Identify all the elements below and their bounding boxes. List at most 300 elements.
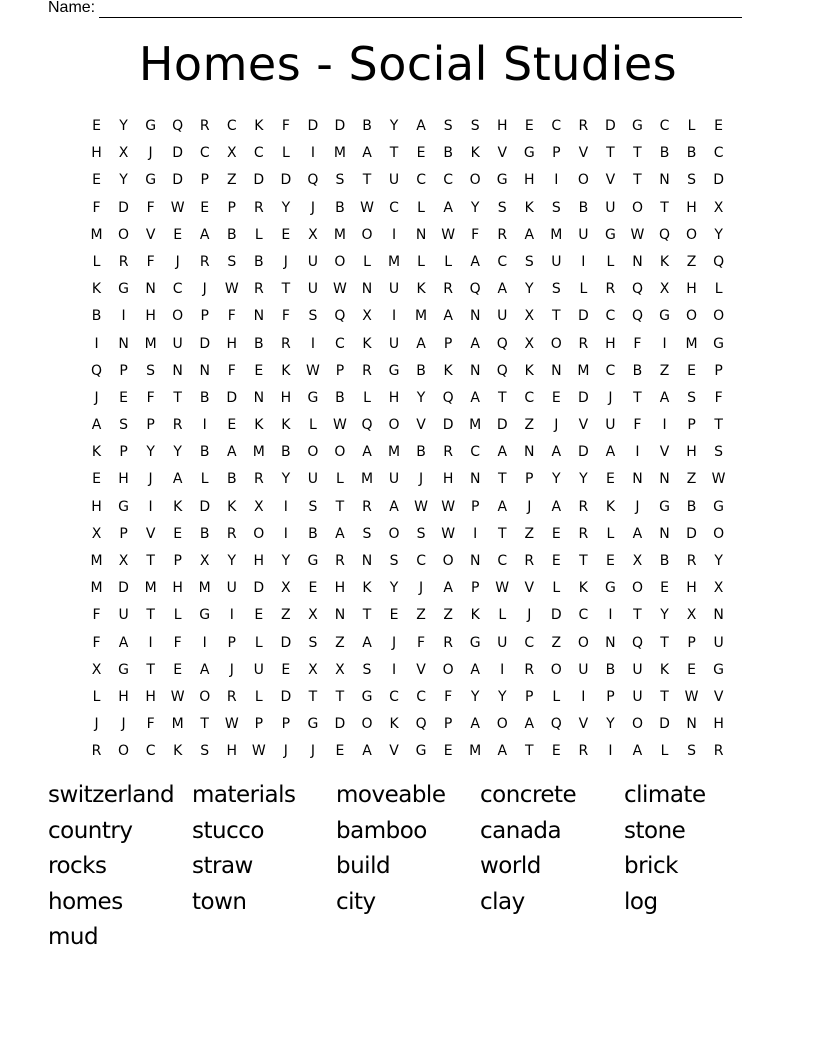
grid-letter[interactable]: G (713, 661, 725, 678)
grid-letter[interactable]: R (172, 417, 183, 434)
grid-letter[interactable]: R (199, 118, 210, 134)
grid-letter[interactable]: O (631, 716, 643, 733)
grid-letter[interactable]: H (605, 335, 616, 352)
grid-letter[interactable]: C (443, 172, 454, 189)
grid-letter[interactable]: Y (146, 444, 155, 461)
grid-letter[interactable]: I (581, 688, 586, 705)
grid-letter[interactable]: O (550, 335, 562, 352)
grid-letter[interactable]: J (419, 471, 424, 488)
grid-letter[interactable]: A (551, 498, 562, 515)
grid-letter[interactable]: H (686, 580, 697, 597)
grid-letter[interactable]: O (361, 716, 373, 733)
grid-letter[interactable]: C (226, 118, 237, 134)
grid-letter[interactable]: O (469, 172, 481, 189)
grid-letter[interactable]: P (525, 688, 534, 705)
grid-letter[interactable]: L (363, 253, 371, 270)
grid-letter[interactable]: U (713, 634, 724, 651)
grid-letter[interactable]: M (252, 444, 265, 461)
grid-letter[interactable]: U (632, 688, 643, 705)
grid-letter[interactable]: N (118, 335, 129, 352)
grid-letter[interactable]: H (388, 389, 400, 406)
grid-letter[interactable]: D (713, 172, 724, 189)
grid-letter[interactable]: W (441, 525, 456, 542)
grid-letter[interactable]: H (145, 308, 156, 325)
grid-letter[interactable]: J (527, 498, 532, 515)
grid-letter[interactable]: I (662, 417, 667, 434)
grid-letter[interactable]: N (659, 471, 670, 488)
grid-letter[interactable]: Y (416, 389, 426, 406)
grid-letter[interactable]: Y (714, 553, 723, 569)
grid-letter[interactable]: A (443, 580, 453, 597)
grid-letter[interactable]: F (92, 634, 101, 651)
grid-letter[interactable]: Y (497, 688, 507, 705)
grid-letter[interactable]: Q (334, 308, 346, 325)
grid-letter[interactable]: F (417, 634, 426, 651)
grid-letter[interactable]: D (442, 417, 454, 434)
grid-letter[interactable]: R (578, 335, 589, 352)
grid-letter[interactable]: L (444, 253, 453, 270)
grid-letter[interactable]: O (686, 308, 698, 325)
grid-letter[interactable]: A (524, 716, 535, 733)
grid-letter[interactable]: S (443, 118, 453, 134)
grid-letter[interactable]: F (146, 389, 155, 406)
grid-letter[interactable]: Q (496, 362, 508, 379)
grid-letter[interactable]: J (391, 634, 397, 651)
grid-letter[interactable]: K (443, 362, 453, 379)
grid-letter[interactable]: P (470, 580, 480, 597)
grid-letter[interactable]: Z (524, 525, 535, 542)
grid-letter[interactable]: I (283, 525, 288, 542)
grid-letter[interactable]: H (91, 145, 102, 162)
grid-letter[interactable]: K (254, 118, 264, 134)
grid-letter[interactable]: D (118, 580, 129, 597)
grid-letter[interactable]: A (497, 498, 508, 515)
grid-letter[interactable]: R (91, 743, 102, 760)
grid-letter[interactable]: P (200, 172, 209, 189)
grid-letter[interactable]: T (146, 661, 155, 678)
grid-letter[interactable]: F (281, 118, 290, 134)
grid-letter[interactable]: P (281, 716, 291, 733)
grid-letter[interactable]: H (118, 688, 129, 705)
grid-letter[interactable]: G (713, 335, 725, 352)
grid-letter[interactable]: R (253, 199, 264, 216)
grid-letter[interactable]: U (388, 281, 400, 298)
grid-letter[interactable]: S (389, 553, 399, 569)
grid-letter[interactable]: N (469, 471, 481, 488)
grid-letter[interactable]: D (280, 172, 292, 189)
grid-letter[interactable]: A (443, 308, 453, 325)
grid-letter[interactable]: D (226, 389, 238, 406)
grid-letter[interactable]: Y (281, 471, 291, 488)
grid-letter[interactable]: O (713, 308, 725, 325)
grid-letter[interactable]: X (713, 580, 724, 597)
grid-letter[interactable]: J (148, 471, 153, 488)
grid-letter[interactable]: H (172, 580, 183, 597)
grid-letter[interactable]: X (91, 525, 102, 542)
grid-letter[interactable]: F (173, 634, 182, 651)
grid-letter[interactable]: X (308, 607, 318, 624)
grid-letter[interactable]: X (335, 661, 345, 678)
grid-letter[interactable]: N (361, 281, 373, 298)
grid-letter[interactable]: E (551, 525, 561, 542)
grid-letter[interactable]: O (253, 525, 265, 542)
grid-letter[interactable]: T (335, 688, 345, 705)
grid-letter[interactable]: L (579, 281, 588, 298)
grid-letter[interactable]: N (334, 607, 346, 624)
grid-letter[interactable]: A (470, 253, 480, 270)
grid-letter[interactable]: M (90, 580, 103, 597)
grid-letter[interactable]: A (470, 389, 480, 406)
grid-letter[interactable]: G (118, 498, 129, 515)
grid-letter[interactable]: E (551, 389, 561, 406)
grid-letter[interactable]: A (443, 199, 453, 216)
grid-letter[interactable]: C (172, 281, 183, 298)
grid-letter[interactable]: N (469, 553, 481, 569)
grid-letter[interactable]: M (387, 444, 401, 461)
grid-letter[interactable]: G (361, 688, 373, 705)
grid-letter[interactable]: G (632, 118, 643, 134)
grid-letter[interactable]: A (497, 743, 508, 760)
grid-letter[interactable]: K (173, 743, 183, 760)
grid-letter[interactable]: T (281, 281, 291, 298)
grid-letter[interactable]: W (251, 743, 266, 760)
grid-letter[interactable]: C (524, 389, 535, 406)
grid-letter[interactable]: B (578, 199, 589, 216)
grid-letter[interactable]: Y (389, 118, 399, 134)
grid-letter[interactable]: A (470, 716, 480, 733)
grid-letter[interactable]: I (391, 226, 397, 243)
grid-letter[interactable]: C (659, 118, 670, 134)
grid-letter[interactable]: V (659, 444, 670, 461)
grid-letter[interactable]: C (416, 172, 426, 189)
grid-letter[interactable]: O (496, 716, 508, 733)
grid-letter[interactable]: X (281, 580, 291, 597)
grid-letter[interactable]: H (686, 444, 697, 461)
grid-letter[interactable]: A (172, 471, 183, 488)
grid-letter[interactable]: A (605, 444, 616, 461)
grid-letter[interactable]: O (442, 661, 454, 678)
grid-letter[interactable]: Q (469, 281, 481, 298)
grid-letter[interactable]: P (200, 308, 209, 325)
grid-letter[interactable]: S (470, 118, 480, 134)
grid-letter[interactable]: W (333, 417, 347, 434)
grid-letter[interactable]: E (443, 743, 453, 760)
grid-letter[interactable]: X (524, 308, 535, 325)
grid-letter[interactable]: G (496, 172, 508, 189)
grid-letter[interactable]: H (118, 471, 129, 488)
grid-letter[interactable]: Y (119, 172, 128, 189)
grid-letter[interactable]: O (334, 253, 346, 270)
grid-letter[interactable]: V (145, 226, 156, 243)
grid-letter[interactable]: I (391, 661, 397, 678)
grid-letter[interactable]: T (633, 172, 642, 189)
grid-letter[interactable]: H (686, 281, 697, 298)
grid-letter[interactable]: H (442, 471, 454, 488)
grid-letter[interactable]: K (254, 417, 264, 434)
grid-letter[interactable]: X (118, 145, 129, 162)
grid-letter[interactable]: O (172, 308, 184, 325)
grid-letter[interactable]: Q (91, 362, 103, 379)
grid-letter[interactable]: K (281, 417, 291, 434)
grid-letter[interactable]: J (310, 199, 315, 216)
grid-letter[interactable]: E (200, 199, 210, 216)
grid-letter[interactable]: N (469, 362, 481, 379)
grid-letter[interactable]: D (253, 172, 265, 189)
grid-letter[interactable]: N (145, 281, 156, 298)
grid-letter[interactable]: Y (119, 118, 128, 134)
grid-letter[interactable]: L (498, 607, 507, 624)
grid-letter[interactable]: A (497, 281, 508, 298)
grid-letter[interactable]: X (632, 553, 643, 569)
grid-letter[interactable]: U (307, 281, 319, 298)
grid-letter[interactable]: L (606, 525, 615, 542)
grid-letter[interactable]: X (713, 199, 724, 216)
grid-letter[interactable]: O (199, 688, 211, 705)
grid-letter[interactable]: B (281, 444, 291, 461)
grid-letter[interactable]: D (199, 498, 211, 515)
grid-letter[interactable]: P (443, 716, 453, 733)
grid-letter[interactable]: F (92, 199, 101, 216)
grid-letter[interactable]: X (118, 553, 129, 569)
grid-letter[interactable]: A (416, 118, 426, 134)
grid-letter[interactable]: W (441, 498, 456, 515)
grid-letter[interactable]: R (226, 525, 237, 542)
grid-letter[interactable]: J (554, 417, 559, 434)
grid-letter[interactable]: D (334, 118, 346, 134)
grid-letter[interactable]: D (496, 417, 508, 434)
grid-letter[interactable]: Q (658, 226, 671, 243)
grid-letter[interactable]: H (145, 688, 156, 705)
grid-letter[interactable]: S (308, 498, 318, 515)
grid-letter[interactable]: P (227, 199, 236, 216)
grid-letter[interactable]: U (632, 661, 643, 678)
grid-letter[interactable]: A (632, 525, 643, 542)
grid-letter[interactable]: J (527, 607, 532, 624)
grid-letter[interactable]: K (470, 607, 480, 624)
grid-letter[interactable]: M (577, 362, 590, 379)
grid-letter[interactable]: G (604, 226, 616, 243)
grid-letter[interactable]: K (524, 362, 534, 379)
grid-letter[interactable]: M (144, 580, 157, 597)
grid-letter[interactable]: K (91, 281, 102, 298)
grid-letter[interactable]: S (687, 389, 696, 406)
grid-letter[interactable]: P (173, 553, 182, 569)
grid-letter[interactable]: Y (227, 553, 237, 569)
grid-letter[interactable]: Y (579, 471, 588, 488)
grid-letter[interactable]: E (551, 743, 561, 760)
grid-letter[interactable]: C (389, 688, 399, 705)
grid-letter[interactable]: W (414, 498, 428, 515)
grid-letter[interactable]: I (202, 417, 207, 434)
grid-letter[interactable]: E (173, 226, 183, 243)
grid-letter[interactable]: K (227, 498, 237, 515)
grid-letter[interactable]: B (199, 389, 210, 406)
grid-letter[interactable]: B (226, 226, 237, 243)
grid-letter[interactable]: M (333, 226, 346, 243)
grid-letter[interactable]: V (416, 417, 426, 434)
grid-letter[interactable]: C (713, 145, 724, 162)
grid-letter[interactable]: Z (416, 607, 426, 624)
grid-letter[interactable]: M (333, 145, 346, 162)
grid-letter[interactable]: D (307, 118, 319, 134)
grid-letter[interactable]: X (524, 335, 535, 352)
grid-letter[interactable]: O (631, 199, 643, 216)
grid-letter[interactable]: A (659, 389, 670, 406)
grid-letter[interactable]: U (578, 226, 589, 243)
grid-letter[interactable]: P (119, 362, 128, 379)
grid-letter[interactable]: J (121, 716, 126, 733)
grid-letter[interactable]: H (686, 199, 697, 216)
grid-letter[interactable]: O (550, 661, 562, 678)
grid-letter[interactable]: R (578, 525, 589, 542)
grid-letter[interactable]: O (442, 553, 454, 569)
grid-letter[interactable]: S (308, 634, 318, 651)
grid-letter[interactable]: W (224, 716, 239, 733)
grid-letter[interactable]: G (145, 172, 157, 189)
grid-letter[interactable]: O (631, 580, 643, 597)
grid-letter[interactable]: T (335, 498, 345, 515)
grid-letter[interactable]: X (308, 226, 318, 243)
grid-letter[interactable]: I (391, 308, 397, 325)
grid-letter[interactable]: L (363, 389, 371, 406)
grid-letter[interactable]: Q (361, 417, 373, 434)
grid-letter[interactable]: O (361, 226, 373, 243)
grid-letter[interactable]: B (659, 145, 670, 162)
grid-letter[interactable]: K (362, 580, 372, 597)
grid-letter[interactable]: U (307, 471, 319, 488)
grid-letter[interactable]: N (659, 525, 670, 542)
grid-letter[interactable]: O (388, 525, 400, 542)
grid-letter[interactable]: U (253, 661, 264, 678)
grid-letter[interactable]: U (605, 199, 616, 216)
grid-letter[interactable]: B (632, 362, 643, 379)
grid-letter[interactable]: T (579, 553, 588, 569)
grid-letter[interactable]: E (605, 471, 615, 488)
grid-letter[interactable]: G (118, 281, 129, 298)
grid-letter[interactable]: E (281, 661, 291, 678)
grid-letter[interactable]: C (335, 335, 345, 352)
grid-letter[interactable]: R (686, 553, 697, 569)
grid-letter[interactable]: I (500, 661, 505, 678)
grid-letter[interactable]: E (92, 471, 101, 488)
grid-letter[interactable]: N (172, 362, 183, 379)
grid-letter[interactable]: P (227, 634, 236, 651)
grid-letter[interactable]: F (227, 308, 236, 325)
grid-letter[interactable]: G (199, 607, 211, 624)
grid-letter[interactable]: C (199, 145, 210, 162)
grid-letter[interactable]: R (118, 253, 129, 270)
grid-letter[interactable]: E (605, 553, 615, 569)
grid-letter[interactable]: K (605, 498, 615, 515)
grid-letter[interactable]: B (254, 253, 264, 270)
grid-letter[interactable]: Y (470, 688, 480, 705)
grid-letter[interactable]: D (253, 580, 265, 597)
grid-letter[interactable]: Q (442, 389, 454, 406)
grid-letter[interactable]: B (362, 118, 372, 134)
grid-letter[interactable]: N (199, 362, 210, 379)
grid-letter[interactable]: Z (686, 471, 697, 488)
grid-letter[interactable]: D (577, 444, 589, 461)
grid-letter[interactable]: V (605, 172, 616, 189)
grid-letter[interactable]: X (199, 553, 210, 569)
grid-letter[interactable]: A (118, 634, 129, 651)
grid-letter[interactable]: B (335, 199, 345, 216)
grid-letter[interactable]: I (283, 498, 288, 515)
grid-letter[interactable]: B (199, 444, 210, 461)
grid-letter[interactable]: R (362, 362, 372, 379)
grid-letter[interactable]: I (229, 607, 234, 624)
grid-letter[interactable]: Q (496, 335, 508, 352)
grid-letter[interactable]: P (254, 716, 264, 733)
grid-letter[interactable]: J (419, 580, 424, 597)
grid-letter[interactable]: X (686, 607, 697, 624)
grid-letter[interactable]: Y (660, 607, 669, 624)
grid-letter[interactable]: N (632, 253, 643, 270)
grid-letter[interactable]: T (173, 389, 182, 406)
name-underline[interactable] (99, 3, 742, 18)
grid-letter[interactable]: E (416, 145, 426, 162)
grid-letter[interactable]: R (199, 253, 210, 270)
grid-letter[interactable]: S (308, 308, 318, 325)
grid-letter[interactable]: U (307, 253, 319, 270)
grid-letter[interactable]: P (714, 362, 723, 379)
grid-letter[interactable]: Q (713, 253, 725, 270)
grid-letter[interactable]: E (281, 226, 291, 243)
grid-letter[interactable]: S (551, 281, 561, 298)
grid-letter[interactable]: E (254, 607, 264, 624)
grid-letter[interactable]: G (713, 498, 725, 515)
grid-letter[interactable]: R (524, 553, 535, 569)
grid-letter[interactable]: S (362, 525, 372, 542)
grid-letter[interactable]: G (388, 362, 400, 379)
grid-letter[interactable]: V (145, 525, 156, 542)
grid-letter[interactable]: C (605, 308, 616, 325)
grid-letter[interactable]: A (416, 335, 426, 352)
grid-letter[interactable]: S (687, 172, 696, 189)
grid-letter[interactable]: R (443, 634, 453, 651)
grid-letter[interactable]: X (308, 661, 318, 678)
grid-letter[interactable]: S (146, 362, 156, 379)
grid-letter[interactable]: H (496, 118, 508, 134)
grid-letter[interactable]: P (470, 498, 480, 515)
grid-letter[interactable]: T (200, 716, 209, 733)
grid-letter[interactable]: V (389, 743, 399, 760)
grid-letter[interactable]: R (443, 444, 453, 461)
grid-letter[interactable]: K (281, 362, 291, 379)
grid-letter[interactable]: E (227, 417, 237, 434)
grid-letter[interactable]: S (497, 199, 507, 216)
grid-letter[interactable]: T (146, 553, 155, 569)
grid-letter[interactable]: R (605, 281, 616, 298)
grid-letter[interactable]: L (687, 118, 696, 134)
grid-letter[interactable]: G (415, 743, 427, 760)
grid-letter[interactable]: Y (173, 444, 182, 461)
grid-letter[interactable]: H (226, 335, 238, 352)
grid-letter[interactable]: V (578, 417, 589, 434)
grid-letter[interactable]: S (200, 743, 210, 760)
grid-letter[interactable]: E (524, 118, 534, 134)
grid-letter[interactable]: S (524, 253, 534, 270)
grid-letter[interactable]: W (684, 688, 699, 705)
grid-letter[interactable]: U (388, 172, 400, 189)
grid-letter[interactable]: K (362, 335, 372, 352)
grid-letter[interactable]: C (253, 145, 264, 162)
grid-letter[interactable]: Z (443, 607, 453, 624)
grid-letter[interactable]: D (550, 607, 562, 624)
grid-letter[interactable]: A (632, 743, 643, 760)
grid-letter[interactable]: B (659, 553, 670, 569)
grid-letter[interactable]: K (91, 444, 102, 461)
